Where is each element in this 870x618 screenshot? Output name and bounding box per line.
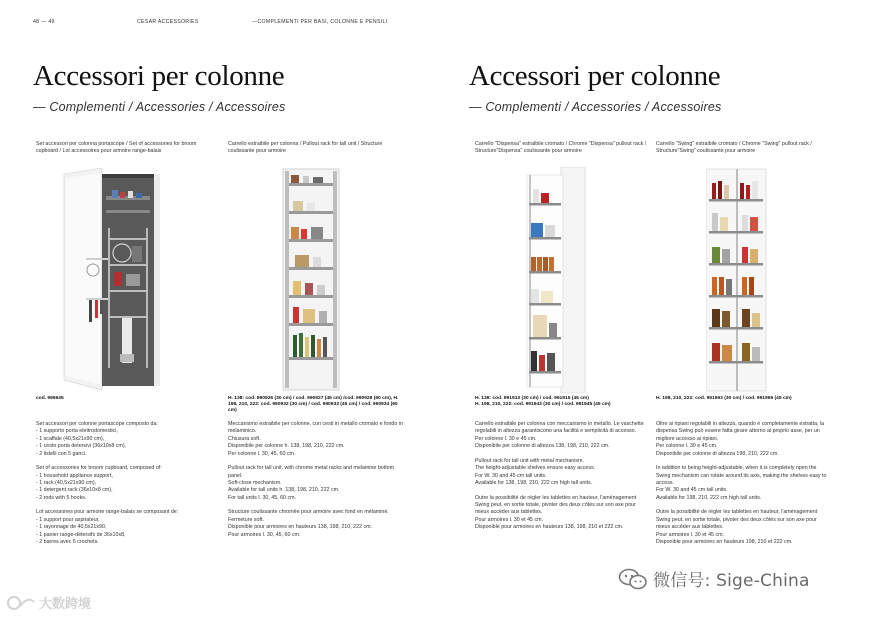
page-title-right: Accessori per colonne bbox=[469, 60, 721, 92]
section-label: —COMPLEMENTI PER BASI, COLONNE E PENSILI bbox=[252, 19, 388, 25]
page-title-left: Accessori per colonne bbox=[33, 60, 285, 92]
code-broom-set: cod. 995635 bbox=[36, 396, 64, 401]
pullout-rack-image bbox=[281, 167, 341, 392]
broom-cupboard-image bbox=[62, 168, 162, 390]
wechat-icon bbox=[618, 568, 648, 590]
swing-rack-image bbox=[706, 167, 768, 393]
dispensa-rack-image bbox=[525, 167, 587, 393]
caption-pullout-rack: Carrello estraibile per colonna / Pullout rack for tall unit / Structure coulissante pour armoire bbox=[228, 141, 383, 155]
caption-broom-set: Set accessori per colonna portascope / Set of accessories for broom cupboard / Lot accessoires pour armoire range-balais bbox=[36, 141, 197, 155]
paragraph-en: In addition to being height-adjustable, when it is completely open the Swing mechanism can rotate around its axis, making the shelves easy to access. For W. 30 and 45 cm tall units. Available for 198, 210, 222 cm high tall units. bbox=[656, 465, 827, 501]
wechat-id-text: 微信号: Sige-China bbox=[653, 571, 810, 591]
code-swing: H. 198, 210, 222: cod. 991963 (30 cm) / cod. 991965 (45 cm) bbox=[656, 396, 792, 401]
paragraph-fr: Structure coulissante chromée pour armoire avec fond en mélaminé. Fermeture soft. Disponible pour armoires en hauteurs 138, 198, 210, 222 cm. Pour armoires l. 30, 45, 60 cm. bbox=[228, 509, 389, 538]
caption-swing: Carrello "Swing" estraibile cromato / Chrome "Swing" pullout rack / Structure"Swing" coulissante pour armoire bbox=[656, 141, 812, 155]
paragraph-en: Pullout rack for tall unit, with chrome metal racks and melamine bottom panel. Soft-close mechanism. Available for tall units h. 138, 198, 210, 222 cm. For tall units l. 30, 45, 60 cm. bbox=[228, 465, 395, 501]
paragraph-it: Carrello estraibile per colonna con meccanismo in metallo. Le vaschette regolabili in altezza garantiscono una facilità e semplicità di accesso. Per colonne l. 30 e 45 cm. Disponibile per colonne di altezza 138, 198, 210, 222 cm. bbox=[475, 421, 644, 450]
brand-label: CESAR ACCESSORIES bbox=[137, 19, 199, 25]
paragraph-fr: Outre la possibilité de régler les tablettes en hauteur, l'aménagement Swing peut, en sortie totale, pivoter des deux côtés sur son axe pour mieux accéder aux tablettes. Pour armoires l. 30 et 45 cm. Disponible pour armoires en hauteurs 198, 210 et 222 cm. bbox=[656, 509, 818, 546]
body-swing bbox=[656, 421, 832, 554]
paragraph-fr: Outre la possibilité de régler les tablettes en hauteur, l'aménagement Swing peut, en sortie totale, pivoter des deux côtés sur son axe pour mieux accéder aux tablettes. Pour armoires l. 30 et 45 cm. Disponible pour armoires en hauteurs 138, 198, 210 et 222 cm. bbox=[475, 494, 637, 531]
wechat-watermark bbox=[618, 566, 810, 591]
paragraph-en: Set of accessories for broom cupboard, composed of: - 1 household appliance support, - 1 rack (40,5x21x90 cm), - 1 detergent rack (36x10x8 cm), - 2 rods with 5 hooks. bbox=[36, 465, 162, 501]
code-dispensa: H. 138: cod. 991913 (30 cm) / cod. 991915 (45 cm) H. 198, 210, 222: cod. 991943 (30 cm) / cod. 991945 (45 cm) bbox=[475, 396, 611, 408]
page-subtitle-right: — Complementi / Accessories / Accessoires bbox=[469, 100, 722, 114]
body-pullout-rack bbox=[228, 421, 406, 546]
logo-icon bbox=[6, 594, 36, 612]
paragraph-it: Oltre ai ripiani regolabili in altezza, quando è completamente estratta, la dispensa Swing può essere fatta girare attorno al proprio asse, per un migliore accesso ai ripiani. Per colonne l. 30 e 45 cm. Disponibile per colonne di altezza 198, 210, 222 cm. bbox=[656, 421, 825, 457]
logo-text: 大数跨境 bbox=[39, 597, 92, 612]
page-numbers: 48 — 49 bbox=[33, 19, 55, 25]
logo-watermark bbox=[6, 593, 91, 612]
code-pullout-rack: H. 138: cod. 990926 (30 cm) / cod. 990927 (45 cm) /cod. 990928 (60 cm), H. 198, 210, 222: cod. 990932 (30 cm) / cod. 990933 (45 cm) / cod. 990934 (60 cm) bbox=[228, 396, 399, 414]
body-dispensa bbox=[475, 421, 651, 539]
caption-dispensa: Carrello "Dispensa" estraibile cromato / Chrome "Dispensa" pullout rack / Structure"Dispensa" coulissante pour armoire bbox=[475, 141, 647, 155]
page-subtitle-left: — Complementi / Accessories / Accessoires bbox=[33, 100, 286, 114]
paragraph-it: Meccanismo estraibile per colonne, con cesti in metallo cromato e fondo in melaminico. Chiusura soft. Disponibile per colonne h. 138, 198, 210, 222 cm. Per colonne l. 30, 45, 60 cm. bbox=[228, 421, 403, 457]
paragraph-en: Pullout rack for tall unit with metal mechanism. The height-adjustable shelves ensure easy access. For W. 30 and 45 cm tall units. Available for 138, 198, 210, 222 cm high tall units. bbox=[475, 457, 596, 487]
paragraph-fr: Lot accessoires pour armoire range-balais se composant de: - 1 support pour aspirateur, - 1 rayonnage de 40,5x21x90, - 1 panier range-détersifs de 36x10x8, - 2 barres avec 5 crochets. bbox=[36, 509, 179, 546]
paragraph-it: Set accessori per colonne portascope composto da: - 1 supporto porta elettrodomestici, - 1 scaffale (40,5x21x90 cm), - 1 cesto porta detersivi (36x10x8 cm), - 2 listelli con 5 ganci. bbox=[36, 421, 158, 457]
body-broom-set bbox=[36, 421, 216, 554]
